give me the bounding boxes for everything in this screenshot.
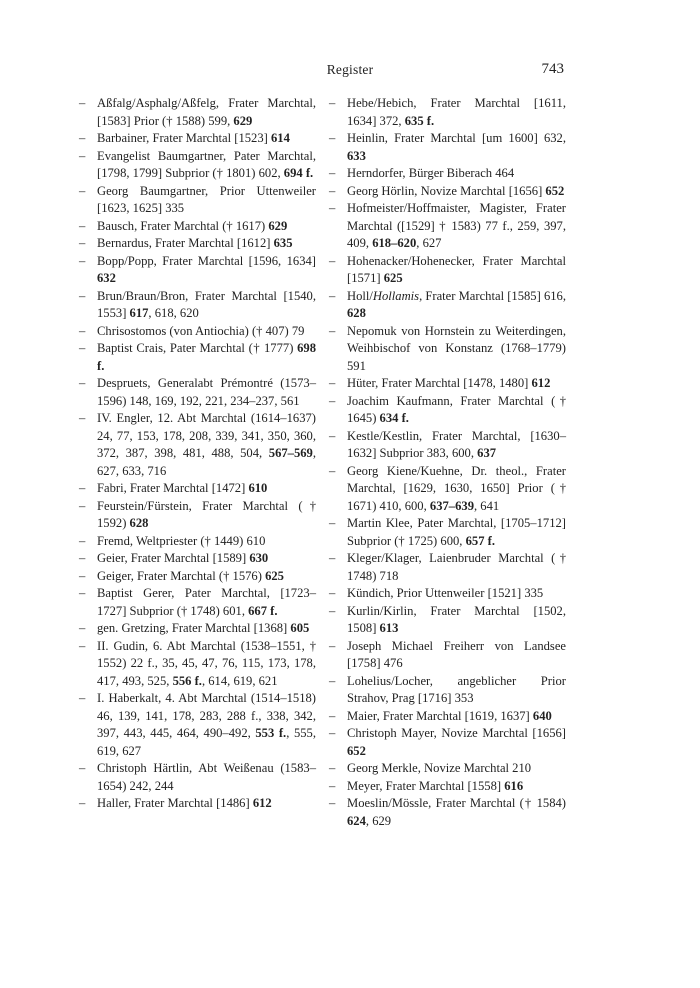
register-entry — [329, 428, 566, 463]
entry-dash: – — [79, 761, 86, 775]
entry-text: IV. Engler, 12. Abt Marchtal (1614–1637) 24, 77, 153, 178, 208, 339, 341, 350, 360, 372, 387, 398, 481, 488, 504, — [97, 411, 316, 460]
register-entry — [79, 148, 316, 183]
entry-dash: – — [79, 551, 86, 565]
entry-dash: – — [329, 428, 336, 443]
page-reference-main: 633 — [347, 148, 366, 163]
page-reference-main: 637–639 — [429, 498, 474, 513]
entry-text: Fremd, Weltpriester († 1449) 610 — [97, 533, 266, 548]
entry-text: Evangelist Baumgartner, Pater Marchtal, [1798, 1799] Subprior († 1801) 602, — [97, 148, 316, 180]
entry-text: Feurstein/Fürstein, Frater Marchtal († 1592) — [97, 498, 316, 530]
entry-text: Baptist Gerer, Pater Marchtal, [1723–1727] Subprior († 1748) 601, — [97, 586, 316, 618]
page-reference-main: 617 — [129, 306, 149, 320]
page-reference-main: 612 — [531, 376, 551, 390]
entry-dash: – — [79, 323, 86, 338]
page-reference-main: 632 — [97, 271, 116, 285]
entry-text: Kestle/Kestlin, Frater Marchtal, [1630–1632] Subprior 383, 600, — [347, 428, 566, 460]
entry-dash: – — [329, 551, 336, 565]
entry-text: Bopp/Popp, Frater Marchtal [1596, 1634] — [97, 253, 316, 268]
entry-text: Fabri, Frater Marchtal [1472] — [97, 481, 249, 495]
entry-dash: – — [79, 691, 86, 705]
entry-dash: – — [329, 778, 336, 793]
entry-text: Georg Merkle, Novize Marchtal 210 — [347, 761, 532, 775]
entry-dash: – — [329, 586, 336, 600]
register-entry — [329, 253, 566, 288]
page-reference-main: 610 — [248, 481, 268, 495]
entry-text: Kleger/Klager, Laienbruder Marchtal († 1748) 718 — [347, 551, 566, 583]
page-reference-main: 640 — [532, 708, 552, 723]
register-entry — [79, 375, 316, 410]
entry-dash: – — [79, 586, 86, 600]
entry-text: Brun/Braun/Bron, Frater Marchtal [1540, 1553] — [97, 288, 316, 320]
register-entry — [329, 603, 566, 638]
register-entry — [329, 200, 566, 253]
register-entry — [329, 393, 566, 428]
register-entry — [79, 235, 316, 253]
register-column-left — [79, 95, 316, 813]
entry-dash: – — [329, 761, 336, 775]
register-entry — [329, 725, 566, 760]
register-entry — [329, 760, 566, 778]
running-header-title: Register — [326, 62, 374, 77]
register-entry — [329, 673, 566, 708]
entry-text: , 618, 620 — [148, 306, 199, 320]
entry-text: Bausch, Frater Marchtal († 1617) — [97, 218, 269, 233]
entry-dash: – — [329, 131, 336, 145]
page-reference-main: 553 f. — [255, 726, 287, 740]
entry-text: Barbainer, Frater Marchtal [1523] — [97, 131, 271, 145]
register-entry — [79, 585, 316, 620]
page-reference-main: 652 — [545, 183, 565, 198]
page-reference-main: 612 — [252, 796, 272, 810]
register-entry — [329, 550, 566, 585]
entry-text: Chrisostomos (von Antiochia) († 407) 79 — [97, 323, 305, 338]
entry-text: Geier, Frater Marchtal [1589] — [97, 551, 250, 565]
entry-dash: – — [329, 166, 336, 180]
register-entry — [329, 130, 566, 165]
entry-dash: – — [329, 726, 336, 740]
entry-dash: – — [79, 253, 86, 268]
entry-text: Christoph Mayer, Novize Marchtal [1656] — [347, 726, 566, 740]
entry-dash: – — [329, 323, 336, 338]
entry-dash: – — [329, 673, 336, 688]
entry-text: Holl/ — [347, 288, 373, 303]
register-entry — [79, 690, 316, 760]
page-reference-main: 628 — [347, 306, 366, 320]
entry-dash: – — [329, 796, 336, 810]
entry-text: , 627, 633, 716 — [97, 446, 316, 478]
register-entry — [79, 410, 316, 480]
entry-text: Haller, Frater Marchtal [1486] — [97, 796, 253, 810]
entry-text: Geiger, Frater Marchtal († 1576) — [97, 568, 266, 583]
entry-text: Baptist Crais, Pater Marchtal († 1777) — [97, 341, 298, 355]
register-entry — [329, 778, 566, 796]
entry-text: Meyer, Frater Marchtal [1558] — [347, 778, 505, 793]
register-entry — [79, 130, 316, 148]
entry-text: Hüter, Frater Marchtal [1478, 1480] — [347, 376, 532, 390]
page-reference-main: 628 — [129, 516, 149, 530]
register-entry — [79, 253, 316, 288]
register-entry — [79, 568, 316, 586]
register-entry — [329, 515, 566, 550]
entry-text: Aßfalg/Asphalg/Aßfelg, Frater Marchtal, [1583] Prior († 1588) 599, — [97, 96, 316, 128]
entry-dash: – — [329, 603, 336, 618]
entry-text: , 555, 619, 627 — [97, 726, 317, 758]
register-entry — [329, 165, 566, 183]
entry-text: , 614, 619, 621 — [201, 673, 278, 688]
entry-dash: – — [79, 341, 86, 355]
entry-text: Heinlin, Frater Marchtal [um 1600] 632, — [347, 131, 566, 145]
register-entry — [79, 340, 316, 375]
entry-text: Christoph Härtlin, Abt Weißenau (1583–1654) 242, 244 — [97, 761, 316, 793]
entry-dash: – — [79, 638, 86, 653]
register-entry — [329, 183, 566, 201]
entry-text: Hohenacker/Hohenecker, Frater Marchtal [1571] — [347, 253, 566, 285]
page-reference-main: 657 f. — [465, 533, 495, 548]
entry-dash: – — [79, 376, 86, 390]
entry-text: , 629 — [365, 813, 392, 828]
page-reference-main: 618–620 — [372, 236, 417, 250]
page-reference-main: 556 f. — [172, 673, 202, 688]
entry-text: Martin Klee, Pater Marchtal, [1705–1712] Subprior († 1725) 600, — [347, 516, 566, 548]
entry-dash: – — [79, 183, 86, 198]
entry-text: Joseph Michael Freiherr von Landsee [1758] 476 — [347, 638, 566, 670]
entry-text: Bernardus, Frater Marchtal [1612] — [97, 236, 274, 250]
entry-text: Kündich, Prior Uttenweiler [1521] 335 — [347, 586, 544, 600]
page-reference-main: 667 f. — [248, 603, 278, 618]
page-reference-main: 605 — [290, 621, 310, 635]
register-entry — [79, 323, 316, 341]
entry-text: I. Haberkalt, 4. Abt Marchtal (1514–1518) 46, 139, 141, 178, 283, 288 f., 338, 342, 397, 443, 445, 464, 490–492, — [97, 691, 316, 740]
entry-text: Hollamis — [372, 288, 420, 303]
entry-text: Nepomuk von Hornstein zu Weiterdingen, Weihbischof von Konstanz (1768–1779) 591 — [347, 323, 566, 373]
page-reference-main: 614 — [271, 131, 290, 145]
entry-text: , 641 — [473, 498, 500, 513]
register-entry — [79, 288, 316, 323]
entry-dash: – — [329, 183, 336, 198]
entry-dash: – — [329, 393, 336, 408]
register-column-right — [329, 95, 566, 830]
page-reference-main: 624 — [347, 813, 366, 828]
page-reference-main: 630 — [249, 551, 269, 565]
register-entry — [79, 183, 316, 218]
register-entry — [329, 323, 566, 376]
entry-text: Joachim Kaufmann, Frater Marchtal († 1645) — [347, 393, 566, 425]
entry-dash: – — [79, 236, 86, 250]
page-reference-main: 629 — [233, 113, 253, 128]
entry-text: , Frater Marchtal [1585] 616, — [419, 288, 566, 303]
entry-text: gen. Gretzing, Frater Marchtal [1368] — [97, 621, 291, 635]
register-entry — [79, 795, 316, 813]
entry-text: Despruets, Generalabt Prémontré (1573–1596) 148, 169, 192, 221, 234–237, 561 — [97, 376, 316, 408]
register-entry — [329, 288, 566, 323]
entry-dash: – — [79, 148, 86, 163]
entry-text: Georg Hörlin, Novize Marchtal [1656] — [347, 183, 546, 198]
entry-dash: – — [329, 708, 336, 723]
register-entry — [329, 638, 566, 673]
entry-dash: – — [79, 481, 86, 495]
page-number: 743 — [541, 61, 564, 77]
register-entry — [329, 95, 566, 130]
entry-text: Hebe/Hebich, Frater Marchtal [1611, 1634] 372, — [347, 96, 566, 128]
entry-text: II. Gudin, 6. Abt Marchtal (1538–1551, † 1552) 22 f., 35, 45, 47, 76, 115, 173, 178, 417, 493, 525, — [97, 638, 316, 688]
entry-text: Herndorfer, Bürger Biberach 464 — [347, 166, 515, 180]
page-reference-main: 694 f. — [283, 166, 314, 180]
page-reference-main: 635 f. — [404, 113, 435, 128]
register-entry — [79, 638, 316, 691]
entry-dash: – — [79, 96, 86, 110]
entry-dash: – — [79, 533, 86, 548]
register-entry — [329, 585, 566, 603]
page-reference-main: 698 f. — [97, 341, 316, 373]
register-entry — [79, 760, 316, 795]
entry-text: , 627 — [416, 236, 442, 250]
entry-dash: – — [329, 463, 336, 478]
entry-dash: – — [79, 796, 86, 810]
entry-text: Georg Kiene/Kuehne, Dr. theol., Frater Marchtal, [1629, 1630, 1650] Prior († 1671) 410, 600, — [347, 463, 566, 513]
register-entry — [79, 620, 316, 638]
register-entry — [329, 708, 566, 726]
register-entry — [79, 95, 316, 130]
page-reference-main: 613 — [379, 621, 399, 635]
register-entry — [329, 463, 566, 516]
entry-text: Lohelius/Locher, angeblicher Prior Strahov, Prag [1716] 353 — [347, 673, 566, 705]
entry-text: Kurlin/Kirlin, Frater Marchtal [1502, 1508] — [347, 603, 566, 635]
page-reference-main: 652 — [347, 743, 366, 758]
entry-text: Hofmeister/Hoffmaister, Magister, Frater Marchtal ([1529] † 1583) 77 f., 259, 397, 409, — [347, 201, 566, 250]
entry-dash: – — [329, 638, 336, 653]
page-reference-main: 629 — [268, 218, 288, 233]
register-entry — [79, 218, 316, 236]
page-reference-main: 625 — [383, 271, 403, 285]
page-reference-main: 616 — [504, 778, 524, 793]
entry-dash: – — [79, 288, 86, 303]
page-reference-main: 637 — [477, 446, 497, 460]
entry-dash: – — [79, 218, 86, 233]
entry-dash: – — [329, 288, 336, 303]
entry-dash: – — [79, 621, 86, 635]
entry-dash: – — [79, 498, 86, 513]
register-entry — [79, 480, 316, 498]
entry-text: Maier, Frater Marchtal [1619, 1637] — [347, 708, 533, 723]
register-entry — [329, 375, 566, 393]
register-entry — [329, 795, 566, 830]
register-entry — [79, 533, 316, 551]
entry-dash: – — [79, 568, 86, 583]
entry-text: Moeslin/Mössle, Frater Marchtal († 1584) — [347, 796, 566, 810]
entry-dash: – — [329, 376, 336, 390]
page-reference-main: 625 — [265, 568, 284, 583]
page-reference-main: 634 f. — [379, 411, 409, 425]
entry-dash: – — [329, 516, 336, 530]
entry-dash: – — [329, 201, 336, 215]
entry-text: Georg Baumgartner, Prior Uttenweiler [1623, 1625] 335 — [97, 183, 316, 215]
page-reference-main: 567–569 — [268, 446, 313, 460]
entry-dash: – — [79, 131, 86, 145]
entry-dash: – — [79, 411, 86, 425]
register-entry — [79, 550, 316, 568]
entry-dash: – — [329, 96, 336, 110]
page-reference-main: 635 — [273, 236, 293, 250]
entry-dash: – — [329, 253, 336, 268]
register-entry — [79, 498, 316, 533]
